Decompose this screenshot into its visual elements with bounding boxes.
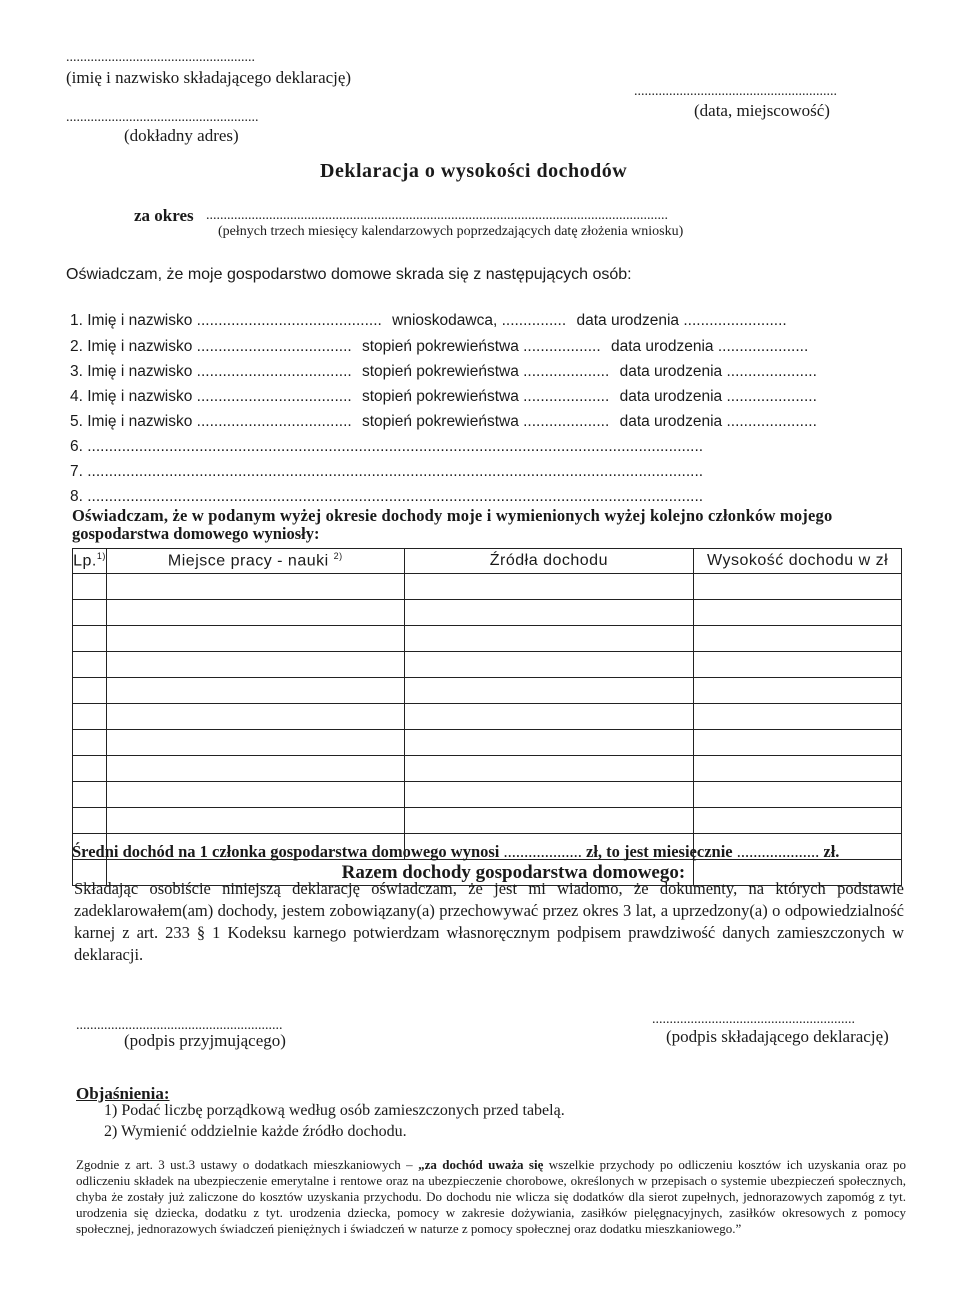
table-row xyxy=(73,574,902,600)
person-relation-dots[interactable]: .................. xyxy=(523,338,601,355)
footnote-prefix: Zgodnie z art. 3 ust.3 ustawy o dodatkach mieszkaniowych – xyxy=(76,1157,413,1172)
cell-lp[interactable] xyxy=(73,808,107,834)
extra-person-row xyxy=(70,488,703,506)
person-dob-label: data urodzenia xyxy=(619,363,723,380)
person-name-label: Imię i nazwisko xyxy=(87,338,193,355)
average-monthly-dots[interactable]: .................... xyxy=(736,842,820,861)
person-relation-label: stopień pokrewieństwa xyxy=(362,338,519,355)
person-relation-label: wnioskodawca, xyxy=(392,312,498,329)
person-relation-dots[interactable]: .................... xyxy=(523,413,610,430)
person-relation-label: stopień pokrewieństwa xyxy=(362,413,519,430)
person-dob-label: data urodzenia xyxy=(619,413,723,430)
cell-source[interactable] xyxy=(404,782,694,808)
legal-footnote xyxy=(76,1157,906,1237)
person-number: 6. xyxy=(70,438,83,455)
person-dots[interactable]: ............................................................................................................................................... xyxy=(87,463,704,480)
person-dob-dots[interactable]: ........................ xyxy=(683,312,787,329)
household-intro: Oświadczam, że moje gospodarstwo domowe skrada się z następujących osób: xyxy=(66,266,632,283)
person-dots[interactable]: ............................................................................................................................................... xyxy=(87,488,704,505)
cell-workplace[interactable] xyxy=(106,756,404,782)
person-dob-label: data urodzenia xyxy=(619,388,723,405)
cell-source[interactable] xyxy=(404,756,694,782)
extra-person-row xyxy=(70,463,703,481)
date-place-caption: (data, miejscowość) xyxy=(694,101,830,120)
person-dob-label: data urodzenia xyxy=(576,312,680,329)
person-name-dots[interactable]: .................................... xyxy=(196,338,352,355)
person-dob-label: data urodzenia xyxy=(610,338,714,355)
receiver-signature-caption: (podpis przyjmującego) xyxy=(124,1031,286,1050)
cell-workplace[interactable] xyxy=(106,652,404,678)
table-row xyxy=(73,808,902,834)
cell-workplace[interactable] xyxy=(106,678,404,704)
cell-source[interactable] xyxy=(404,678,694,704)
cell-workplace[interactable] xyxy=(106,782,404,808)
cell-workplace[interactable] xyxy=(106,574,404,600)
period-label: za okres xyxy=(134,206,194,225)
person-dob-dots[interactable]: ..................... xyxy=(717,338,809,355)
document-title: Deklaracja o wysokości dochodów xyxy=(320,160,628,182)
cell-amount[interactable] xyxy=(694,756,902,782)
person-row xyxy=(70,363,817,381)
cell-amount[interactable] xyxy=(694,652,902,678)
cell-source[interactable] xyxy=(404,600,694,626)
lp-footnote-ref: 1) xyxy=(96,551,106,562)
cell-lp[interactable] xyxy=(73,600,107,626)
workplace-label: Miejsce pracy - nauki xyxy=(167,552,329,570)
cell-lp[interactable] xyxy=(73,626,107,652)
average-label: Średni dochód na 1 członka gospodarstwa domowego wynosi xyxy=(72,842,500,861)
cell-amount[interactable] xyxy=(694,678,902,704)
table-row xyxy=(73,756,902,782)
total-label: Razem dochody gospodarstwa domowego: xyxy=(106,860,693,886)
cell-amount[interactable] xyxy=(694,704,902,730)
cell-workplace[interactable] xyxy=(106,730,404,756)
cell-source[interactable] xyxy=(404,704,694,730)
person-row xyxy=(70,338,808,356)
applicant-name-caption: (imię i nazwisko składającego deklarację) xyxy=(66,68,352,87)
person-relation-dots[interactable]: .................... xyxy=(523,388,610,405)
declarant-signature-dots[interactable]: .......................................................... xyxy=(652,1012,855,1027)
average-total-dots[interactable]: ................... xyxy=(503,842,582,861)
person-number: 1. xyxy=(70,312,83,329)
person-relation-dots[interactable]: ............... xyxy=(501,312,567,329)
person-number: 4. xyxy=(70,388,83,405)
person-name-label: Imię i nazwisko xyxy=(87,388,193,405)
footnote-bold: „za dochód uważa się xyxy=(418,1157,544,1172)
person-dots[interactable]: ............................................................................................................................................... xyxy=(87,438,704,455)
table-row xyxy=(73,626,902,652)
cell-lp[interactable] xyxy=(73,574,107,600)
table-row xyxy=(73,678,902,704)
cell-source[interactable] xyxy=(404,808,694,834)
cell-lp[interactable] xyxy=(73,782,107,808)
cell-source[interactable] xyxy=(404,652,694,678)
cell-amount[interactable] xyxy=(694,782,902,808)
col-header-amount: Wysokość dochodu w zł xyxy=(694,549,902,574)
person-row xyxy=(70,388,817,406)
declarant-signature-caption: (podpis składającego deklarację) xyxy=(666,1027,889,1046)
cell-lp[interactable] xyxy=(73,652,107,678)
cell-source[interactable] xyxy=(404,730,694,756)
average-income-line xyxy=(72,842,839,862)
table-row xyxy=(73,652,902,678)
extra-person-row xyxy=(70,438,703,456)
notes-heading: Objaśnienia: xyxy=(76,1084,170,1103)
person-row xyxy=(70,312,787,330)
address-dots[interactable]: ....................................................... xyxy=(66,110,259,125)
person-relation-label: stopień pokrewieństwa xyxy=(362,388,519,405)
person-dob-dots[interactable]: ..................... xyxy=(726,363,817,380)
period-caption: (pełnych trzech miesięcy kalendarzowych poprzedzających datę złożenia wniosku) xyxy=(218,224,684,239)
table-header-row xyxy=(73,549,902,574)
cell-lp[interactable] xyxy=(73,704,107,730)
receiver-signature-dots[interactable]: ........................................................... xyxy=(76,1018,283,1033)
cell-amount[interactable] xyxy=(694,626,902,652)
income-statement-cont: gospodarstwa domowego wyniosły: xyxy=(72,524,320,543)
date-place-dots[interactable]: .......................................................... xyxy=(634,84,837,99)
table-row xyxy=(73,600,902,626)
person-dob-dots[interactable]: ..................... xyxy=(726,413,817,430)
cell-lp[interactable] xyxy=(73,730,107,756)
col-header-workplace xyxy=(106,549,404,574)
note-item: 2) Wymienić oddzielnie każde źródło dochodu. xyxy=(104,1123,407,1140)
period-dots[interactable]: .................................................................................................................................... xyxy=(206,208,668,223)
cell-lp[interactable] xyxy=(73,678,107,704)
table-row xyxy=(73,704,902,730)
person-number: 3. xyxy=(70,363,83,380)
person-name-dots[interactable]: .................................... xyxy=(196,363,352,380)
person-relation-dots[interactable]: .................... xyxy=(523,363,610,380)
person-name-label: Imię i nazwisko xyxy=(87,312,193,329)
workplace-footnote-ref: 2) xyxy=(333,551,343,562)
person-name-dots[interactable]: .................................... xyxy=(196,413,352,430)
income-table xyxy=(72,548,902,886)
person-number: 2. xyxy=(70,338,83,355)
address-caption: (dokładny adres) xyxy=(124,126,239,145)
cell-amount[interactable] xyxy=(694,600,902,626)
person-number: 8. xyxy=(70,488,83,505)
declaration-paragraph: Składając osobiście niniejszą deklarację oświadczam, że jest mi wiadomo, że dokumenty, na których podstawie zadeklarowałem(am) dochody, jestem zobowiązany(a) przechowywać przez okres 3 lat, a uprzedzony(a) o odpowiedzialność karnej z art. 233 § 1 Kodeksu karnego potwierdzam własnoręcznym podpisem prawdziwość danych zamieszczonych w deklaracji. xyxy=(74,879,904,964)
person-name-dots[interactable]: .................................... xyxy=(196,388,352,405)
applicant-name-dots[interactable]: ...................................................... xyxy=(66,50,255,65)
cell-workplace[interactable] xyxy=(106,626,404,652)
cell-workplace[interactable] xyxy=(106,808,404,834)
table-row xyxy=(73,730,902,756)
person-name-dots[interactable]: ........................................... xyxy=(196,312,382,329)
col-header-source: Źródła dochodu xyxy=(404,549,694,574)
person-name-label: Imię i nazwisko xyxy=(87,413,193,430)
cell-amount[interactable] xyxy=(694,808,902,834)
cell-lp[interactable] xyxy=(73,756,107,782)
table-row xyxy=(73,782,902,808)
person-number: 7. xyxy=(70,463,83,480)
note-item: 1) Podać liczbę porządkową według osób zamieszczonych przed tabelą. xyxy=(104,1102,565,1119)
cell-source[interactable] xyxy=(404,626,694,652)
cell-amount[interactable] xyxy=(694,574,902,600)
currency-label: zł. xyxy=(823,842,840,861)
person-relation-label: stopień pokrewieństwa xyxy=(362,363,519,380)
lp-label: Lp. xyxy=(73,552,97,570)
person-row xyxy=(70,413,817,431)
person-dob-dots[interactable]: ..................... xyxy=(726,388,817,405)
average-monthly-label: zł, to jest miesięcznie xyxy=(586,842,733,861)
person-name-label: Imię i nazwisko xyxy=(87,363,193,380)
income-statement: Oświadczam, że w podanym wyżej okresie dochody moje i wymienionych wyżej kolejno członków mojego xyxy=(72,506,833,525)
cell-source[interactable] xyxy=(404,574,694,600)
cell-workplace[interactable] xyxy=(106,704,404,730)
col-header-lp xyxy=(73,549,107,574)
person-number: 5. xyxy=(70,413,83,430)
footnote-text: wszelkie przychody po odliczeniu kosztów ich uzyskania oraz po odliczeniu składek na ubezpieczenie emerytalne i rentowe oraz na ubezpieczenie chorobowe, określonych w przepisach o systemie ubezpieczeń społecznych, chyba że zostały już zaliczone do kosztów uzyskania przychodu. Do dochodu nie wlicza się dodatków dla sierot zupełnych, jednorazowych zapomóg z tyt. urodzenia się dziecka, dodatku z tyt. urodzenia dziecka, pomocy w zakresie dożywiania, zasiłków pielęgnacyjnych, zasiłków okresowych z pomocy społecznej, jednorazowych świadczeń pieniężnych i świadczeń w naturze z pomocy społecznej oraz dodatku mieszkaniowego.” xyxy=(76,1157,907,1236)
cell-amount[interactable] xyxy=(694,730,902,756)
cell-workplace[interactable] xyxy=(106,600,404,626)
